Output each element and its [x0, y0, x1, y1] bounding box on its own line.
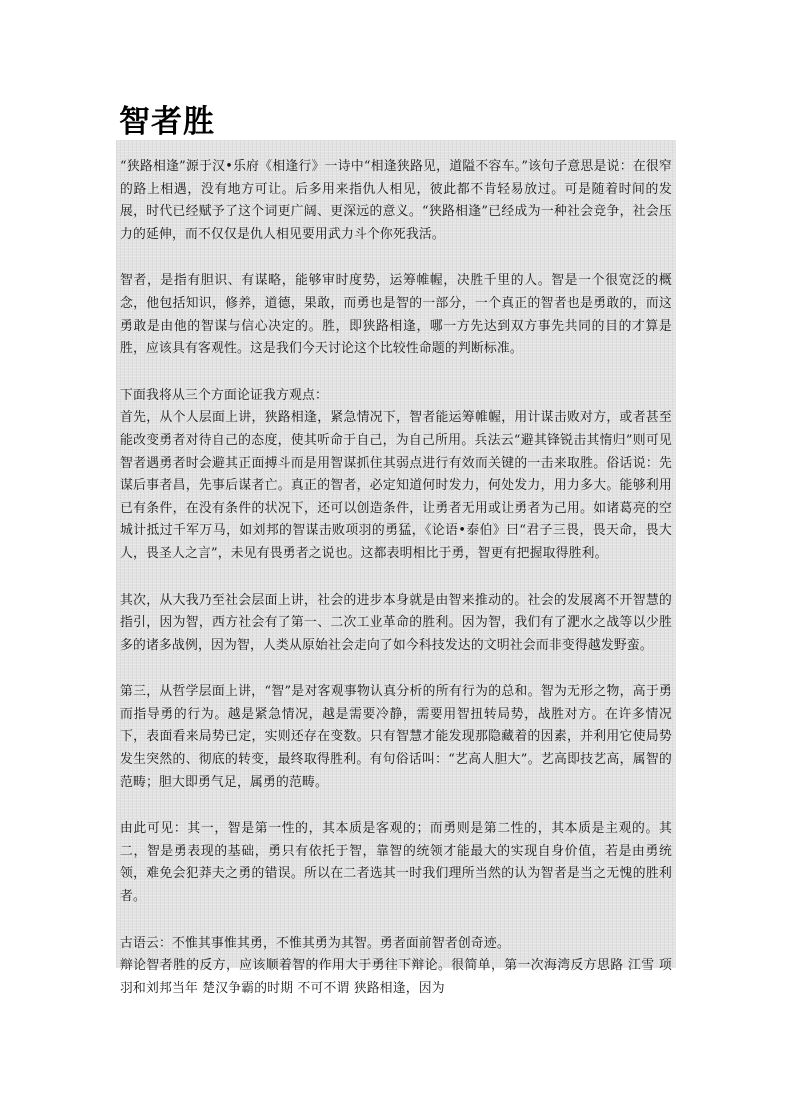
paragraph-third-argument: 第三，从哲学层面上讲，“智”是对客观事物认真分析的所有行为的总和。智为无形之物，高于勇而指导勇的行为。越是紧急情况，越是需要冷静，需要用智扭转局势，战胜对方。在许多情况下，表面看来局势已定，实则还存在变数。只有智慧才能发现那隐藏着的因素，并利用它使局势发生突然的、彻底的转变，最终取得胜利。有句俗话叫：“艺高人胆大”。艺高即技艺高，属智的范畴；胆大即勇气足，属勇的范畴。: [120, 684, 672, 790]
paragraph-rebuttal: 辩论智者胜的反方，应该顺着智的作用大于勇往下辩论。很简单，第一次海湾反方思路 江雪 项羽和刘邦当年 楚汉争霸的时期 不可不谓 狭路相逢，因为: [120, 958, 672, 996]
paragraph-proverb: 古语云：不惟其事惟其勇，不惟其勇为其智。勇者面前智者创奇迹。: [120, 935, 510, 951]
paragraph-outline: 下面我将从三个方面论证我方观点：: [120, 387, 328, 403]
document-title: 智者胜: [119, 104, 215, 140]
paragraph-definition: 智者，是指有胆识、有谋略，能够审时度势，运筹帷幄，决胜千里的人。智是一个很宽泛的概念，他包括知识，修养，道德，果敢，而勇也是智的一部分，一个真正的智者也是勇敢的，而这勇敢是由他的智谋与信心决定的。胜，即狭路相逢，哪一方先达到双方事先共同的目的才算是胜，应该具有客观性。这是我们今天讨论这个比较性命题的判断标准。: [120, 273, 672, 357]
paragraph-first-argument: 首先，从个人层面上讲，狭路相逢，紧急情况下，智者能运筹帷幄，用计谋击败对方，或者甚至能改变勇者对待自己的态度，使其听命于自己，为自己所用。兵法云“避其锋锐击其惰归”则可见智者遇勇者时会避其正面搏斗而是用智谋抓住其弱点进行有效而关键的一击来取胜。俗话说：先谋后事者昌，先事后谋者亡。真正的智者，必定知道何时发力，何处发力，用力多大。能够利用已有条件，在没有条件的状况下，还可以创造条件，让勇者无用或让勇者为己用。如诸葛亮的空城计抵过千军万马，如刘邦的智谋击败项羽的勇猛，《论语•泰伯》曰“君子三畏，畏天命，畏大人，畏圣人之言”，未见有畏勇者之说也。这都表明相比于勇，智更有把握取得胜利。: [120, 410, 672, 561]
document-body: [116, 140, 676, 996]
paragraph-conclusion: 由此可见：其一，智是第一性的，其本质是客观的；而勇则是第二性的，其本质是主观的。其二，智是勇表现的基础，勇只有依托于智，靠智的统领才能最大的实现自身价值，若是由勇统领，难免会犯莽夫之勇的错误。所以在二者选其一时我们理所当然的认为智者是当之无愧的胜利者。: [120, 821, 672, 905]
paragraph-intro: “狭路相逢”源于汉•乐府《相逢行》一诗中“相逢狭路见，道隘不容车。”该句子意思是说：在很窄的路上相遇，没有地方可让。后多用来指仇人相见，彼此都不肯轻易放过。可是随着时间的发展，时代已经赋予了这个词更广阔、更深远的意义。“狭路相逢”已经成为一种社会竞争，社会压力的延伸，而不仅仅是仇人相见要用武力斗个你死我活。: [120, 159, 672, 242]
paragraph-second-argument: 其次，从大我乃至社会层面上讲，社会的进步本身就是由智来推动的。社会的发展离不开智慧的指引，因为智，西方社会有了第一、二次工业革命的胜利。因为智，我们有了淝水之战等以少胜多的诸多战例，因为智，人类从原始社会走向了如今科技发达的文明社会而非变得越发野蛮。: [120, 592, 672, 653]
